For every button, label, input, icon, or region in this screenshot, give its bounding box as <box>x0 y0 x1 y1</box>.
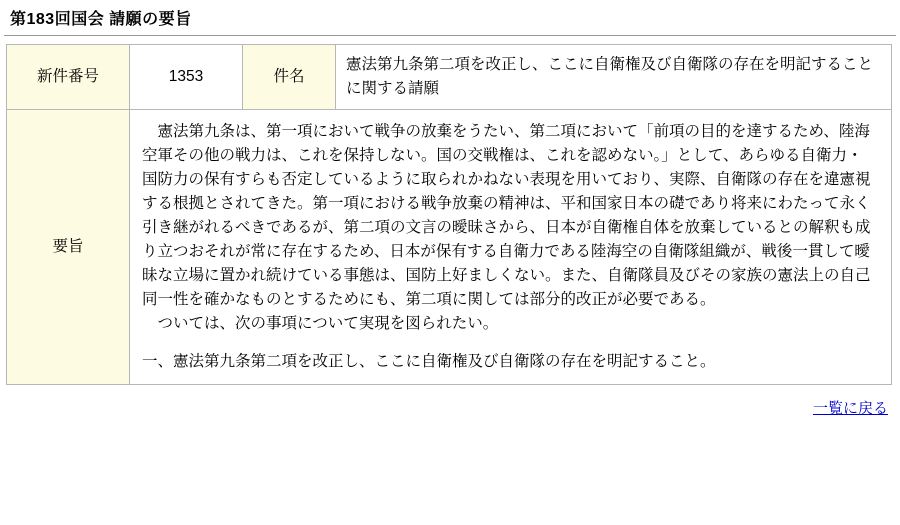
table-row-summary <box>7 110 892 385</box>
summary-label: 要旨 <box>7 110 130 385</box>
petition-table <box>6 44 892 385</box>
title-divider <box>4 35 896 36</box>
new-number-value: 1353 <box>130 45 243 110</box>
subject-value: 憲法第九条第二項を改正し、ここに自衛権及び自衛隊の存在を明記することに関する請願 <box>336 45 892 110</box>
summary-paragraph-1: 憲法第九条は、第一項において戦争の放棄をうたい、第二項において「前項の目的を達するため、陸海空軍その他の戦力は、これを保持しない。国の交戦権は、これを認めない。」として、あらゆる自衛力・国防力の保有すらも否定しているように取られかねない表現を用いており、実際、自衛隊の存在を違憲視する根拠とされてきた。第一項における戦争放棄の精神は、平和国家日本の礎であり将来にわたって永く引き継がれるべきであるが、第二項の文言の曖昧さから、日本が自衛権自体を放棄しているとの解釈も成り立つおそれが常に存在するため、日本が保有する自衛力である陸海空の自衛隊組織が、戦後一貫して曖昧な立場に置かれ続けている事態は、国防上好ましくない。また、自衛隊員及びその家族の憲法上の自己同一性を確かなものとするためにも、第二項に関しては部分的改正が必要である。 <box>142 123 871 309</box>
summary-spacer <box>142 336 877 350</box>
summary-paragraph-2: ついては、次の事項について実現を図られたい。 <box>157 315 499 333</box>
summary-body <box>130 110 892 385</box>
table-row-number <box>7 45 892 110</box>
back-to-list-link[interactable]: 一覧に戻る <box>812 400 888 418</box>
new-number-label: 新件番号 <box>7 45 130 110</box>
page-title: 第183回国会 請願の要旨 <box>10 11 192 28</box>
footer <box>0 391 900 418</box>
subject-label: 件名 <box>243 45 336 110</box>
summary-item-1: 一、憲法第九条第二項を改正し、ここに自衛権及び自衛隊の存在を明記すること。 <box>142 353 716 371</box>
